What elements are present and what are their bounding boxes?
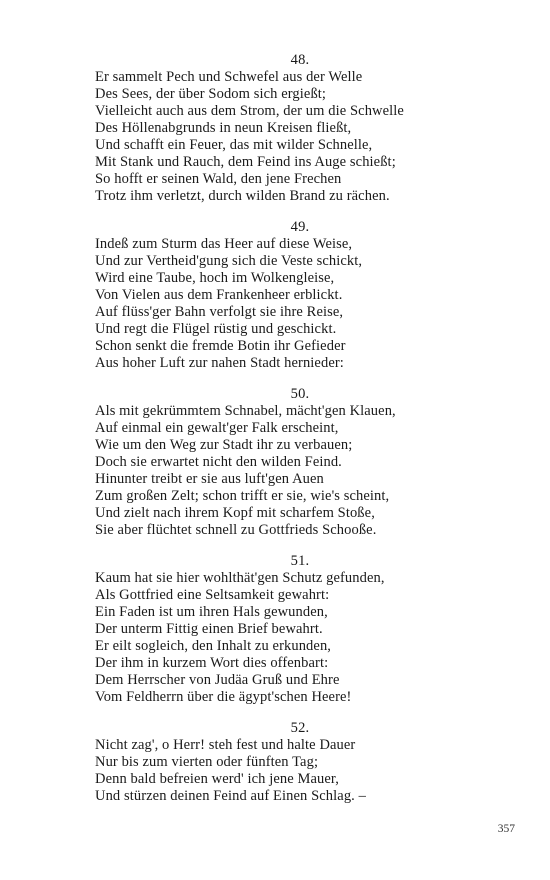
verse-line: Nicht zag', o Herr! steh fest und halte Dauer bbox=[95, 737, 356, 753]
verse-line: Auf einmal ein gewalt'ger Falk erscheint, bbox=[95, 420, 339, 436]
verse-line: Vom Feldherrn über die ägypt'schen Heere! bbox=[95, 689, 352, 705]
stanza-number: 51. bbox=[290, 553, 310, 569]
stanza-number: 52. bbox=[290, 720, 310, 736]
page-number: 357 bbox=[497, 823, 515, 835]
verse-line: Doch sie erwartet nicht den wilden Feind. bbox=[95, 454, 342, 470]
verse-line: Des Sees, der über Sodom sich ergießt; bbox=[95, 86, 327, 102]
verse-line: Zum großen Zelt; schon trifft er sie, wie's scheint, bbox=[95, 488, 390, 504]
verse-line: Der ihm in kurzem Wort dies offenbart: bbox=[95, 655, 329, 671]
verse-line: Und schafft ein Feuer, das mit wilder Schnelle, bbox=[95, 137, 373, 153]
verse-line: Und zur Vertheid'gung sich die Veste schickt, bbox=[95, 253, 363, 269]
verse-line: Dem Herrscher von Judäa Gruß und Ehre bbox=[95, 672, 340, 688]
verse-line: Sie aber flüchtet schnell zu Gottfrieds Schooße. bbox=[95, 522, 377, 538]
verse-line: Und zielt nach ihrem Kopf mit scharfem Stoße, bbox=[95, 505, 375, 521]
verse-line: Und stürzen deinen Feind auf Einen Schlag. – bbox=[95, 788, 366, 804]
verse-line: Er eilt sogleich, den Inhalt zu erkunden, bbox=[95, 638, 332, 654]
stanza-number: 49. bbox=[290, 219, 310, 235]
verse-line: Und regt die Flügel rüstig und geschickt. bbox=[95, 321, 337, 337]
verse-line: Des Höllenabgrunds in neun Kreisen fließt, bbox=[95, 120, 352, 136]
verse-line: Schon senkt die fremde Botin ihr Gefieder bbox=[95, 338, 346, 354]
verse-line: Hinunter treibt er sie aus luft'gen Auen bbox=[95, 471, 324, 487]
stanza-number: 48. bbox=[290, 52, 310, 68]
verse-line: Aus hoher Luft zur nahen Stadt hernieder: bbox=[95, 355, 344, 371]
verse-line: Er sammelt Pech und Schwefel aus der Welle bbox=[95, 69, 363, 85]
verse-line: Indeß zum Sturm das Heer auf diese Weise, bbox=[95, 236, 353, 252]
verse-line: Als mit gekrümmtem Schnabel, mächt'gen Klauen, bbox=[95, 403, 396, 419]
stanza-number: 50. bbox=[290, 386, 310, 402]
verse-line: Trotz ihm verletzt, durch wilden Brand zu rächen. bbox=[95, 188, 390, 204]
verse-line: Nur bis zum vierten oder fünften Tag; bbox=[95, 754, 319, 770]
verse-line: Vielleicht auch aus dem Strom, der um die Schwelle bbox=[95, 103, 404, 119]
verse-line: Von Vielen aus dem Frankenheer erblickt. bbox=[95, 287, 343, 303]
verse-line: Denn bald befreien werd' ich jene Mauer, bbox=[95, 771, 339, 787]
verse-line: Der unterm Fittig einen Brief bewahrt. bbox=[95, 621, 323, 637]
verse-line: Kaum hat sie hier wohlthät'gen Schutz gefunden, bbox=[95, 570, 385, 586]
verse-line: Wie um den Weg zur Stadt ihr zu verbauen; bbox=[95, 437, 353, 453]
verse-line: Mit Stank und Rauch, dem Feind ins Auge schießt; bbox=[95, 154, 396, 170]
verse-line: Wird eine Taube, hoch im Wolkengleise, bbox=[95, 270, 335, 286]
verse-line: Als Gottfried eine Seltsamkeit gewahrt: bbox=[95, 587, 330, 603]
verse-line: So hofft er seinen Wald, den jene Frechen bbox=[95, 171, 342, 187]
verse-line: Ein Faden ist um ihren Hals gewunden, bbox=[95, 604, 328, 620]
verse-line: Auf flüss'ger Bahn verfolgt sie ihre Reise, bbox=[95, 304, 344, 320]
